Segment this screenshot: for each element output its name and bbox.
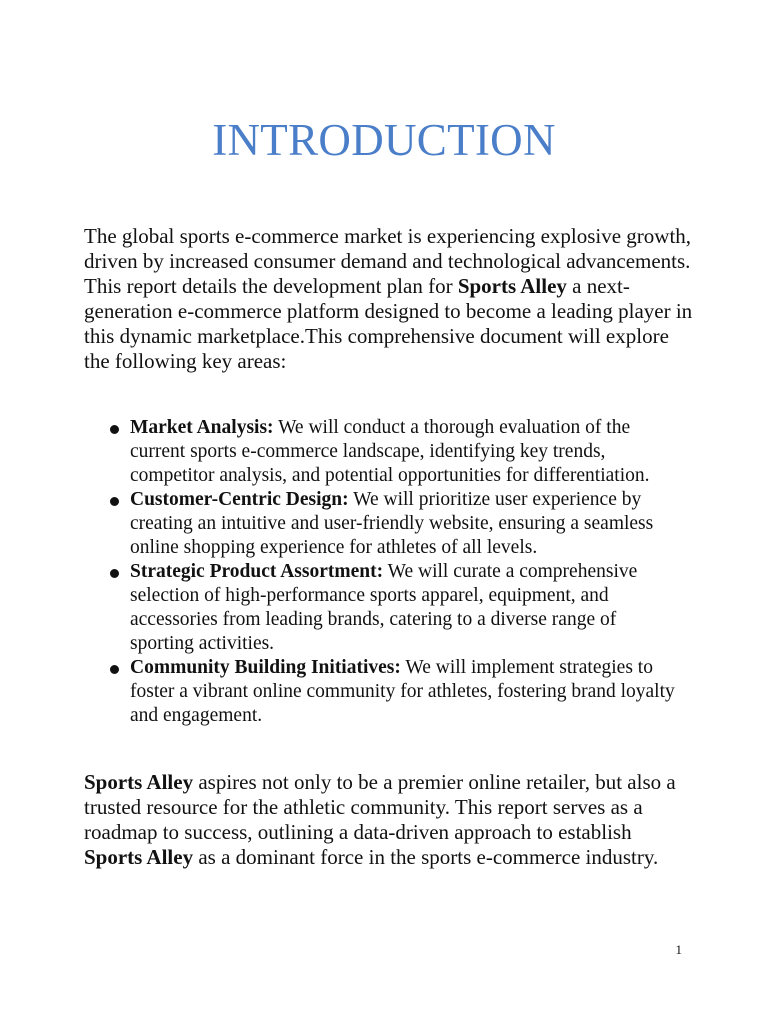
bullet-title: Community Building Initiatives: [130,657,401,678]
bullet-text: We will prioritize user experience by creating an intuitive and user-friendly website, ensuring a seamless online shopping experience for athletes of all levels. [130,489,654,558]
bullet-text: We will conduct a thorough evaluation of the current sports e-commerce landscape, identifying key trends, competitor analysis, and potential opportunities for differentiation. [130,417,650,486]
bullet-icon [110,425,119,434]
bullet-title: Market Analysis: [130,417,274,438]
bullet-icon [110,569,119,578]
intro-text-2: a next-generation e-commerce platform designed to become a leading player in this dynamic marketplace.This comprehensive document will explore the following key areas: [84,274,693,373]
bullet-icon [110,665,119,674]
list-item-community-building-initiatives [84,656,684,728]
page-number: 1 [675,942,682,957]
bullet-text: We will implement strategies to foster a vibrant online community for athletes, fostering brand loyalty and engagement. [130,657,675,726]
list-item-market-analysis [84,416,684,488]
page-heading: INTRODUCTION [212,115,556,165]
intro-brand-name: Sports Alley [457,274,567,298]
closing-text-2: as a dominant force in the sports e-commerce industry. [193,845,659,869]
bullet-icon [110,497,119,506]
bullet-text: We will curate a comprehensive selection of high-performance sports apparel, equipment, and accessories from leading brands, catering to a diverse range of sporting activities. [130,561,638,654]
closing-text-1: aspires not only to be a premier online retailer, but also a trusted resource for the athletic community. This report serves as a roadmap to success, outlining a data-driven approach to establish [84,770,676,844]
closing-brand-name-2: Sports Alley [84,845,194,869]
bullet-title: Customer-Centric Design: [130,489,349,510]
intro-paragraph [84,224,694,374]
closing-brand-name: Sports Alley [84,770,194,794]
closing-paragraph [84,770,694,870]
list-item-customer-centric-design [84,488,684,560]
bullet-title: Strategic Product Assortment: [130,561,384,582]
key-areas-list [84,416,684,728]
list-item-strategic-product-assortment [84,560,684,656]
intro-text-1: The global sports e-commerce market is experiencing explosive growth, driven by increased consumer demand and technological advancements. This report details the development plan for [84,224,692,298]
